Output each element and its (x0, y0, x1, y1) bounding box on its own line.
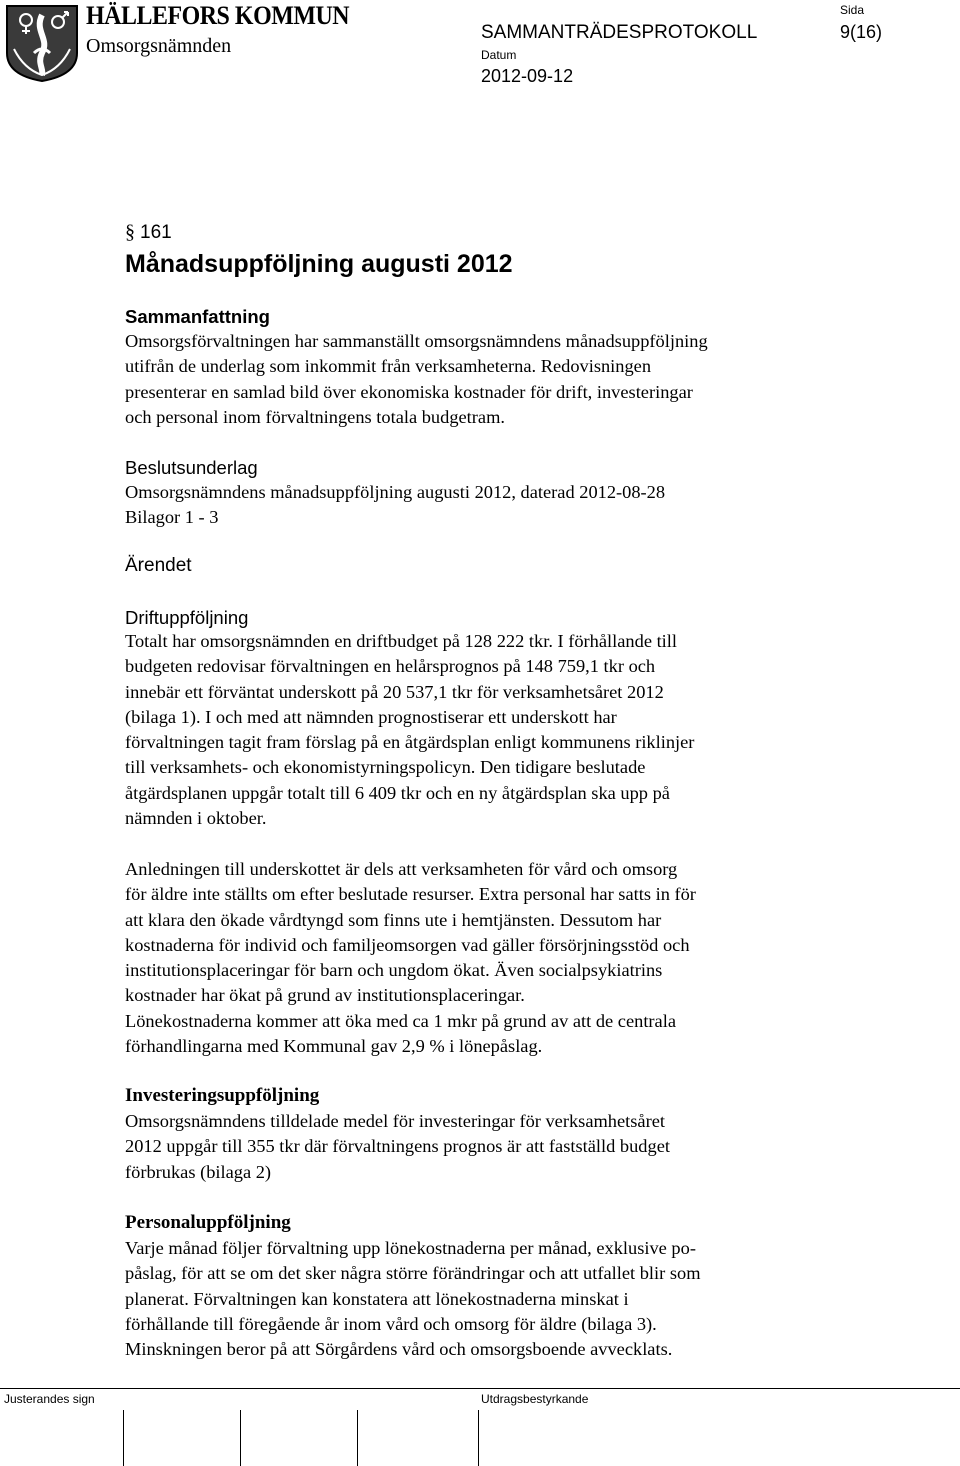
text-line: att klara den ökade vårdtyngd som finns ute i hemtjänsten. Dessutom har (125, 909, 662, 930)
text-line: Omsorgsförvaltningen har sammanställt omsorgsnämndens månadsuppföljning (125, 331, 708, 351)
committee-name: Omsorgsnämnden (86, 35, 232, 57)
page-label: Sida (840, 3, 865, 17)
driftuppfoljning-text-2 (125, 857, 825, 1059)
heading-beslutsunderlag: Beslutsunderlag (125, 457, 258, 478)
text-line: till verksamhets- och ekonomistyrningspolicyn. Den tidigare beslutade (125, 757, 646, 778)
text-line: presenterar en samlad bild över ekonomiska kostnader för drift, investeringar (125, 381, 693, 402)
text-line: kostnader har ökat på grund av institutionsplaceringar. (125, 985, 525, 1006)
paragraph-number: 161 (140, 222, 172, 243)
signature-box-divider (123, 1410, 124, 1466)
heading-sammanfattning: Sammanfattning (125, 306, 270, 327)
investeringsuppfoljning-text (125, 1109, 825, 1185)
text-line: innebär ett förväntat underskott på 20 537,1 tkr för verksamhetsåret 2012 (125, 681, 664, 702)
utdragsbestyrkande-label: Utdragsbestyrkande (481, 1392, 589, 1406)
org-name: HÄLLEFORS KOMMUN (86, 1, 350, 30)
date-value: 2012-09-12 (481, 66, 574, 86)
text-line: 2012 uppgår till 355 tkr där förvaltningens prognos är att fastställd budget (125, 1136, 670, 1157)
signature-box-divider (478, 1410, 479, 1466)
justerandes-sign-label: Justerandes sign (4, 1392, 95, 1406)
text-line: Omsorgsnämndens månadsuppföljning augusti 2012, daterad 2012-08-28 (125, 482, 666, 502)
text-line: förbrukas (bilaga 2) (125, 1161, 272, 1182)
text-line: institutionsplaceringar för barn och ungdom ökat. Även socialpsykiatrins (125, 960, 663, 981)
heading-driftuppfoljning: Driftuppföljning (125, 607, 249, 628)
sammanfattning-text (125, 329, 825, 430)
personaluppfoljning-text (125, 1236, 825, 1362)
text-line: Anledningen till underskottet är dels att verksamheten för vård och omsorg (125, 859, 678, 879)
text-line: åtgärdsplanen uppgår totalt till 6 409 tkr och en ny åtgärdsplan ska upp på (125, 782, 670, 803)
text-line: förvaltningen tagit fram förslag på en åtgärdsplan enligt kommunens riklinjer (125, 732, 695, 753)
text-line: påslag, för att se om det sker några större förändringar och att utfallet blir som (125, 1263, 701, 1284)
text-line: nämnden i oktober. (125, 808, 267, 829)
section-title: Månadsuppföljning augusti 2012 (125, 250, 513, 278)
text-line: Lönekostnaderna kommer att öka med ca 1 mkr på grund av att de centrala (125, 1010, 676, 1031)
text-line: Varje månad följer förvaltning upp lönekostnaderna per månad, exklusive po- (125, 1238, 696, 1258)
text-line: Totalt har omsorgsnämnden en driftbudget på 128 222 tkr. I förhållande till (125, 631, 678, 651)
signature-box-divider (357, 1410, 358, 1466)
heading-investeringsuppfoljning: Investeringsuppföljning (125, 1085, 320, 1106)
heading-arendet: Ärendet (125, 555, 192, 576)
text-line: för äldre inte ställts om efter beslutade resurser. Extra personal har satts in för (125, 884, 696, 905)
text-line: och personal inom förvaltningens totala budgetram. (125, 406, 505, 427)
text-line: förhållande till föregående år inom vård och omsorg för äldre (bilaga 3). (125, 1313, 657, 1334)
text-line: planerat. Förvaltningen kan konstatera att lönekostnaderna minskat i (125, 1288, 629, 1309)
driftuppfoljning-text (125, 629, 825, 831)
paragraph-sign: § (125, 221, 135, 243)
text-line: kostnaderna för individ och familjeomsorgen vad gäller försörjningsstöd och (125, 934, 690, 955)
text-line: förhandlingarna med Kommunal gav 2,9 % i lönepåslag. (125, 1036, 543, 1057)
text-line: utifrån de underlag som inkommit från verksamheterna. Redovisningen (125, 356, 652, 377)
coat-of-arms-icon (4, 3, 80, 83)
document-type: SAMMANTRÄDESPROTOKOLL (481, 22, 758, 43)
date-label: Datum (481, 48, 517, 62)
signature-box-divider (240, 1410, 241, 1466)
text-line: (bilaga 1). I och med att nämnden prognostiserar ett underskott har (125, 706, 617, 727)
beslutsunderlag-text (125, 480, 825, 531)
text-line: budgeten redovisar förvaltningen en helårsprognos på 148 759,1 tkr och (125, 656, 656, 677)
page-number: 9(16) (840, 22, 883, 42)
footer-divider (0, 1388, 960, 1389)
text-line: Minskningen beror på att Sörgårdens vård och omsorgsboende avvecklats. (125, 1339, 673, 1360)
text-line: Bilagor 1 - 3 (125, 507, 219, 528)
heading-personaluppfoljning: Personaluppföljning (125, 1212, 291, 1233)
text-line: Omsorgsnämndens tilldelade medel för investeringar för verksamhetsåret (125, 1111, 665, 1131)
